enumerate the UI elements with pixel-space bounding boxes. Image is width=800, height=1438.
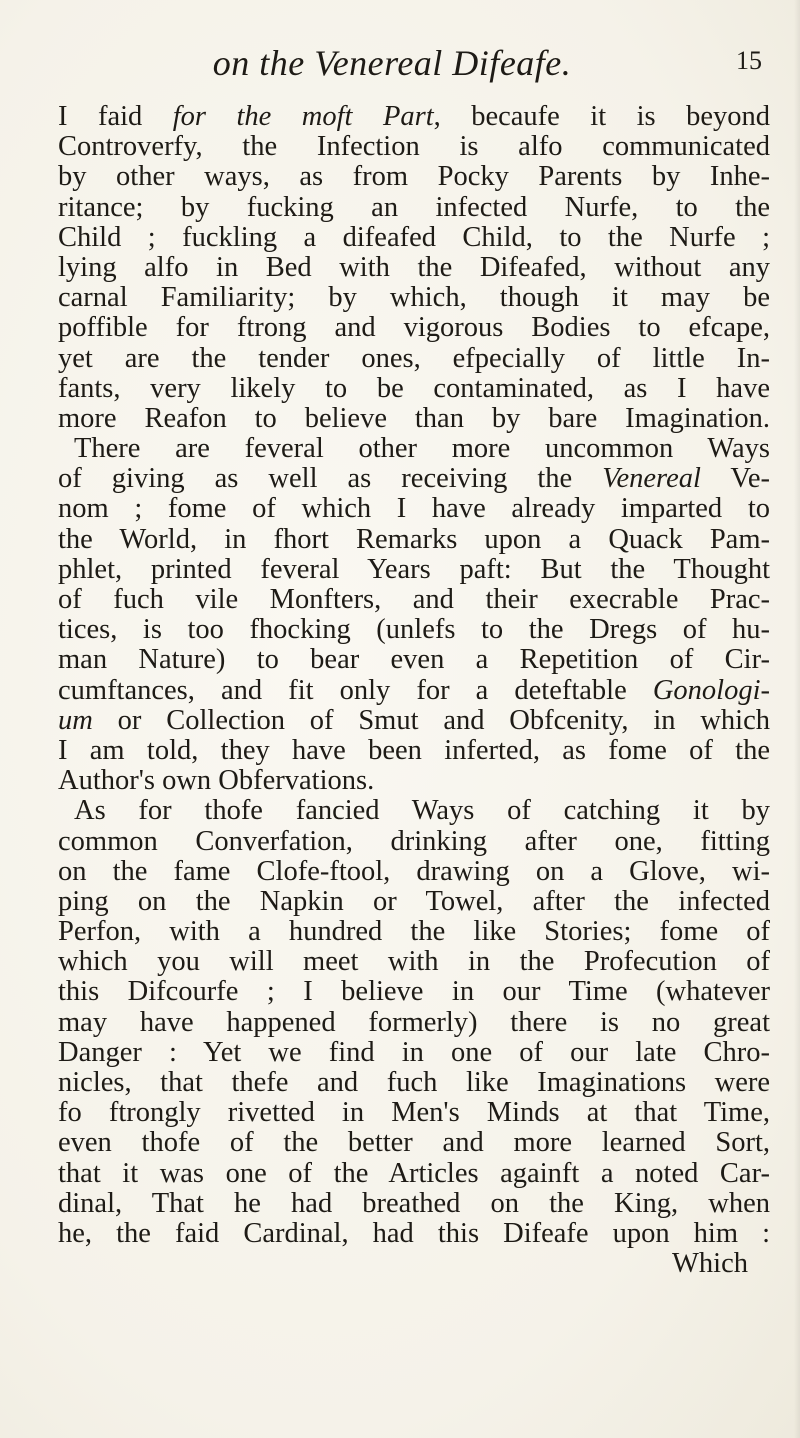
italic-segment: for the moft Part xyxy=(172,101,434,132)
running-title: on the Venereal Difeafe. xyxy=(212,43,572,83)
running-head xyxy=(62,42,782,92)
text-segment: , becaufe it is beyond xyxy=(433,101,770,132)
text-line: nicles, that thefe and fuch like Imaginations were xyxy=(58,1067,770,1098)
text-line: even thofe of the better and more learned Sort, xyxy=(58,1127,770,1159)
text-line xyxy=(58,706,770,736)
text-line: Controverfy, the Infection is alfo communicated xyxy=(58,131,770,163)
page-number: 15 xyxy=(736,46,762,75)
text-line: As for thofe fancied Ways of catching it by xyxy=(74,795,770,827)
text-line: the World, in fhort Remarks upon a Quack Pam- xyxy=(58,523,770,555)
text-line: carnal Familiarity; by which, though it may be xyxy=(58,282,770,314)
page-edge-shadow xyxy=(794,0,800,1438)
text-line: I am told, they have been inferted, as fome of the xyxy=(58,734,770,766)
text-line: lying alfo in Bed with the Difeafed, without any xyxy=(58,251,770,283)
text-line: that it was one of the Articles againft a noted Car- xyxy=(58,1157,770,1189)
text-segment: or Collection of Smut and Obfcenity, in which xyxy=(92,704,770,736)
text-line: dinal, That he had breathed on the King, when xyxy=(58,1187,770,1219)
text-line: Perfon, with a hundred the like Stories; fome of xyxy=(58,916,770,948)
text-line: Which xyxy=(672,1248,748,1280)
text-line: tices, is too fhocking (unlefs to the Dregs of hu- xyxy=(58,614,770,646)
text-line: common Converfation, drinking after one, fitting xyxy=(58,825,770,857)
text-line xyxy=(58,102,770,132)
text-segment: Ve- xyxy=(700,463,770,495)
text-line: of fuch vile Monfters, and their execrable Prac- xyxy=(58,584,770,615)
text-line: he, the faid Cardinal, had this Difeafe upon him : xyxy=(58,1217,770,1249)
text-line: by other ways, as from Pocky Parents by Inhe- xyxy=(58,161,770,193)
italic-segment: um xyxy=(58,704,93,736)
text-line: Child ; fuckling a difeafed Child, to the Nurfe ; xyxy=(58,221,770,253)
body-text xyxy=(58,102,770,1279)
text-line: nom ; fome of which I have already imparted to xyxy=(58,493,770,525)
text-line: fants, very likely to be contaminated, as I have xyxy=(58,372,770,404)
italic-segment: Venereal xyxy=(602,463,701,495)
text-segment: of giving as well as receiving the xyxy=(58,463,603,495)
text-line: man Nature) to bear even a Repetition of Cir- xyxy=(58,644,770,676)
text-line: There are feveral other more uncommon Ways xyxy=(74,433,770,465)
text-line xyxy=(58,464,770,494)
text-line: on the fame Clofe-ftool, drawing on a Glove, wi- xyxy=(58,855,770,887)
text-line: may have happened formerly) there is no great xyxy=(58,1006,770,1038)
text-line: Author's own Obfervations. xyxy=(58,765,375,797)
text-line: ping on the Napkin or Towel, after the infected xyxy=(58,885,770,917)
text-line: this Difcourfe ; I believe in our Time (whatever xyxy=(58,976,770,1008)
text-line: which you will meet with in the Profecution of xyxy=(58,946,770,978)
text-segment: cumftances, and fit only for a deteftable xyxy=(58,674,653,706)
text-line: phlet, printed feveral Years paft: But the Thought xyxy=(58,553,770,585)
text-line: more Reafon to believe than by bare Imagination. xyxy=(58,402,770,434)
text-segment: I faid xyxy=(58,101,173,132)
text-line: yet are the tender ones, efpecially of little In- xyxy=(58,342,770,374)
text-line: fo ftrongly rivetted in Men's Minds at that Time, xyxy=(58,1097,770,1129)
text-line: ritance; by fucking an infected Nurfe, to the xyxy=(58,191,770,223)
text-line xyxy=(58,676,770,706)
italic-segment: Gonologi- xyxy=(652,674,770,706)
text-line: poffible for ftrong and vigorous Bodies to efcape, xyxy=(58,312,770,344)
text-line: Danger : Yet we find in one of our late Chro- xyxy=(58,1036,770,1068)
